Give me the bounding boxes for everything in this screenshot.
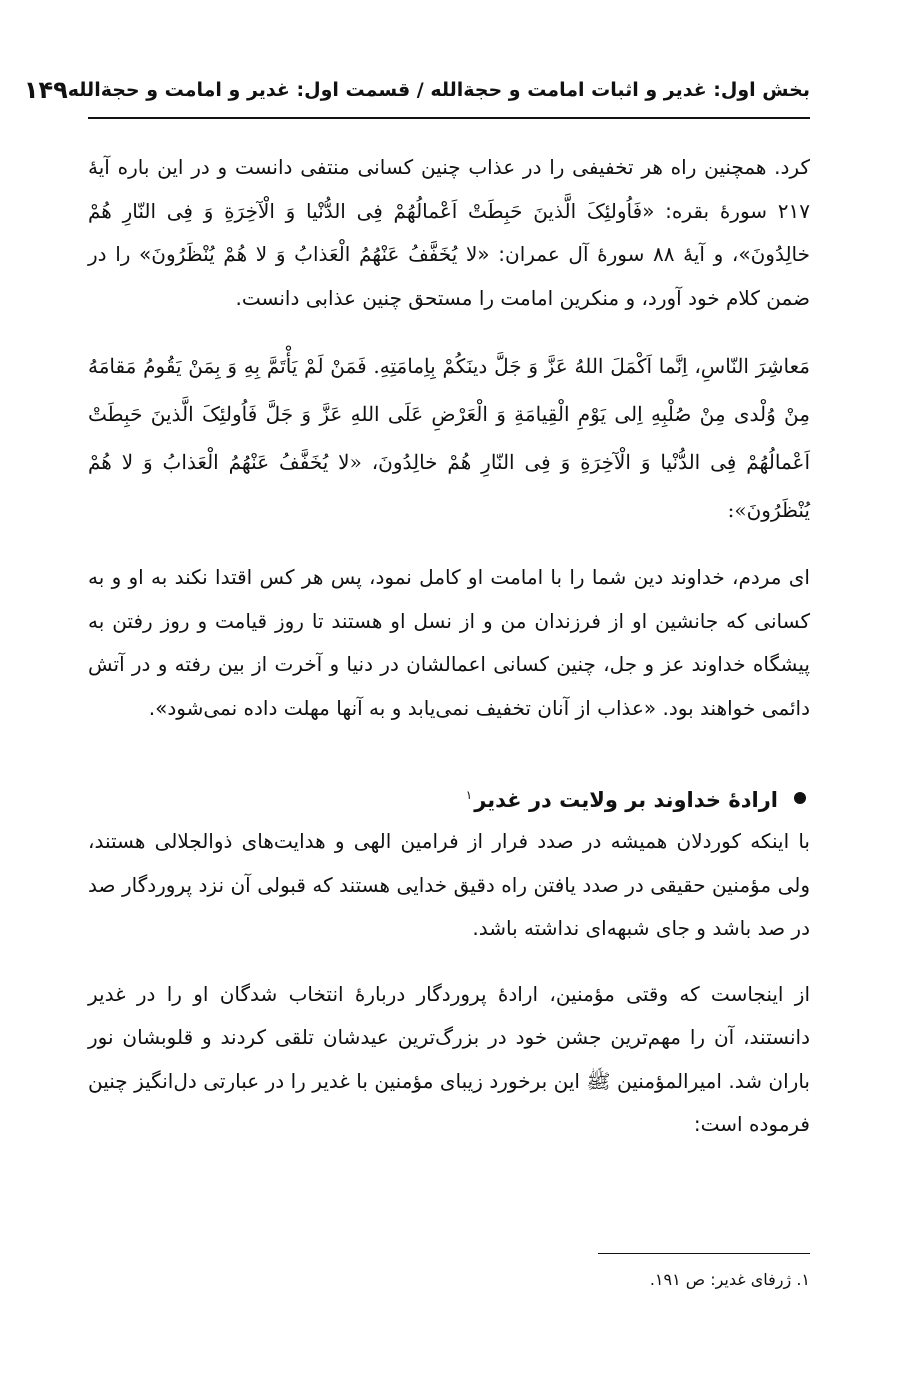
section-heading-text: ارادهٔ خداوند بر ولایت در غدیر (474, 788, 778, 812)
running-header (23, 68, 810, 112)
page-body (88, 146, 810, 1147)
paragraph-1: کرد. همچنین راه هر تخفیفی را در عذاب چنین کسانی منتفی دانست و در این باره آیهٔ ۲۱۷ سورهٔ بقره: «فَاُولئِکَ الَّذینَ حَبِطَتْ اَعْمالُهُمْ فِی الدُّنْیا وَ الْآخِرَةِ وَ فِی النّارِ هُمْ خالِدُونَ»، و آیهٔ ۸۸ سورهٔ آل عمران: «لا یُخَفَّفُ عَنْهُمُ الْعَذابُ وَ لا هُمْ یُنْظَرُونَ» را در ضمن کلام خود آورد، و منکرین امامت را مستحق چنین عذابی دانست. (88, 155, 810, 310)
arabic-quote-paragraph: مَعاشِرَ النّاسِ، اِنَّما اَکْمَلَ اللهُ عَزَّ وَ جَلَّ دینَکُمْ بِاِمامَتِهِ. فَمَنْ لَمْ یَأْتَمَّ بِهِ وَ بِمَنْ یَقُومُ مَقامَهُ مِنْ وُلْدی مِنْ صُلْبِهِ اِلی یَوْمِ الْقِیامَةِ وَ الْعَرْضِ عَلَی اللهِ عَزَّ وَ جَلَّ فَاُولئِکَ الَّذینَ حَبِطَتْ اَعْمالُهُمْ فِی الدُّنْیا وَ الْآخِرَةِ وَ فِی النّارِ هُمْ خالِدُونَ، «لا یُخَفَّفُ عَنْهُمُ الْعَذابُ وَ لا هُمْ یُنْظَرُونَ»: (88, 354, 810, 522)
running-header-title: بخش اول: غدیر و اثبات امامت و حجةالله / قسمت اول: غدیر و امامت و حجةالله (67, 79, 810, 101)
book-page (23, 0, 810, 1390)
footnote-marker[interactable]: ۱ (465, 788, 473, 802)
footnote-text: ۱. ژرفای غدیر: ص ۱۹۱. (649, 1270, 810, 1289)
section-heading (88, 775, 810, 820)
header-divider (88, 117, 810, 119)
paragraph-5: از اینجاست که وقتی مؤمنین، ارادهٔ پروردگار دربارهٔ انتخاب شدگان او را در غدیر دانستند، آن را مهم‌ترین جشن خود در بزرگ‌ترین عیدشان تلقی کردند و قلوبشان نور باران شد. امیرالمؤمنین ﷺ این برخورد زیبای مؤمنین با غدیر را در عبارتی دل‌انگیز چنین فرموده است: (88, 981, 810, 1136)
paragraph-4: با اینکه کوردلان همیشه در صدد فرار از فرامین الهی و هدایت‌های ذوالجلالی هستند، ولی مؤمنین حقیقی در صدد یافتن راه دقیق خدایی هستند که قبولی آن نزد پروردگار صد در صد باشد و جای شبهه‌ای نداشته باشد. (88, 829, 810, 940)
page-number: ۱۴۹ (23, 76, 68, 104)
footnote-divider (598, 1253, 810, 1254)
translation-paragraph: ای مردم، خداوند دین شما را با امامت او کامل نمود، پس هر کس اقتدا نکند به او و به کسانی که جانشین او از فرزندان من و از نسل او هستند تا روز قیامت و روز رفتن به پیشگاه خداوند عز و جل، چنین کسانی اعمالشان در دنیا و آخرت از بین رفته و در آتش دائمی خواهند بود. «عذاب از آنان تخفیف نمی‌یابد و به آنها مهلت داده نمی‌شود». (88, 565, 810, 720)
bullet-icon (794, 792, 806, 804)
